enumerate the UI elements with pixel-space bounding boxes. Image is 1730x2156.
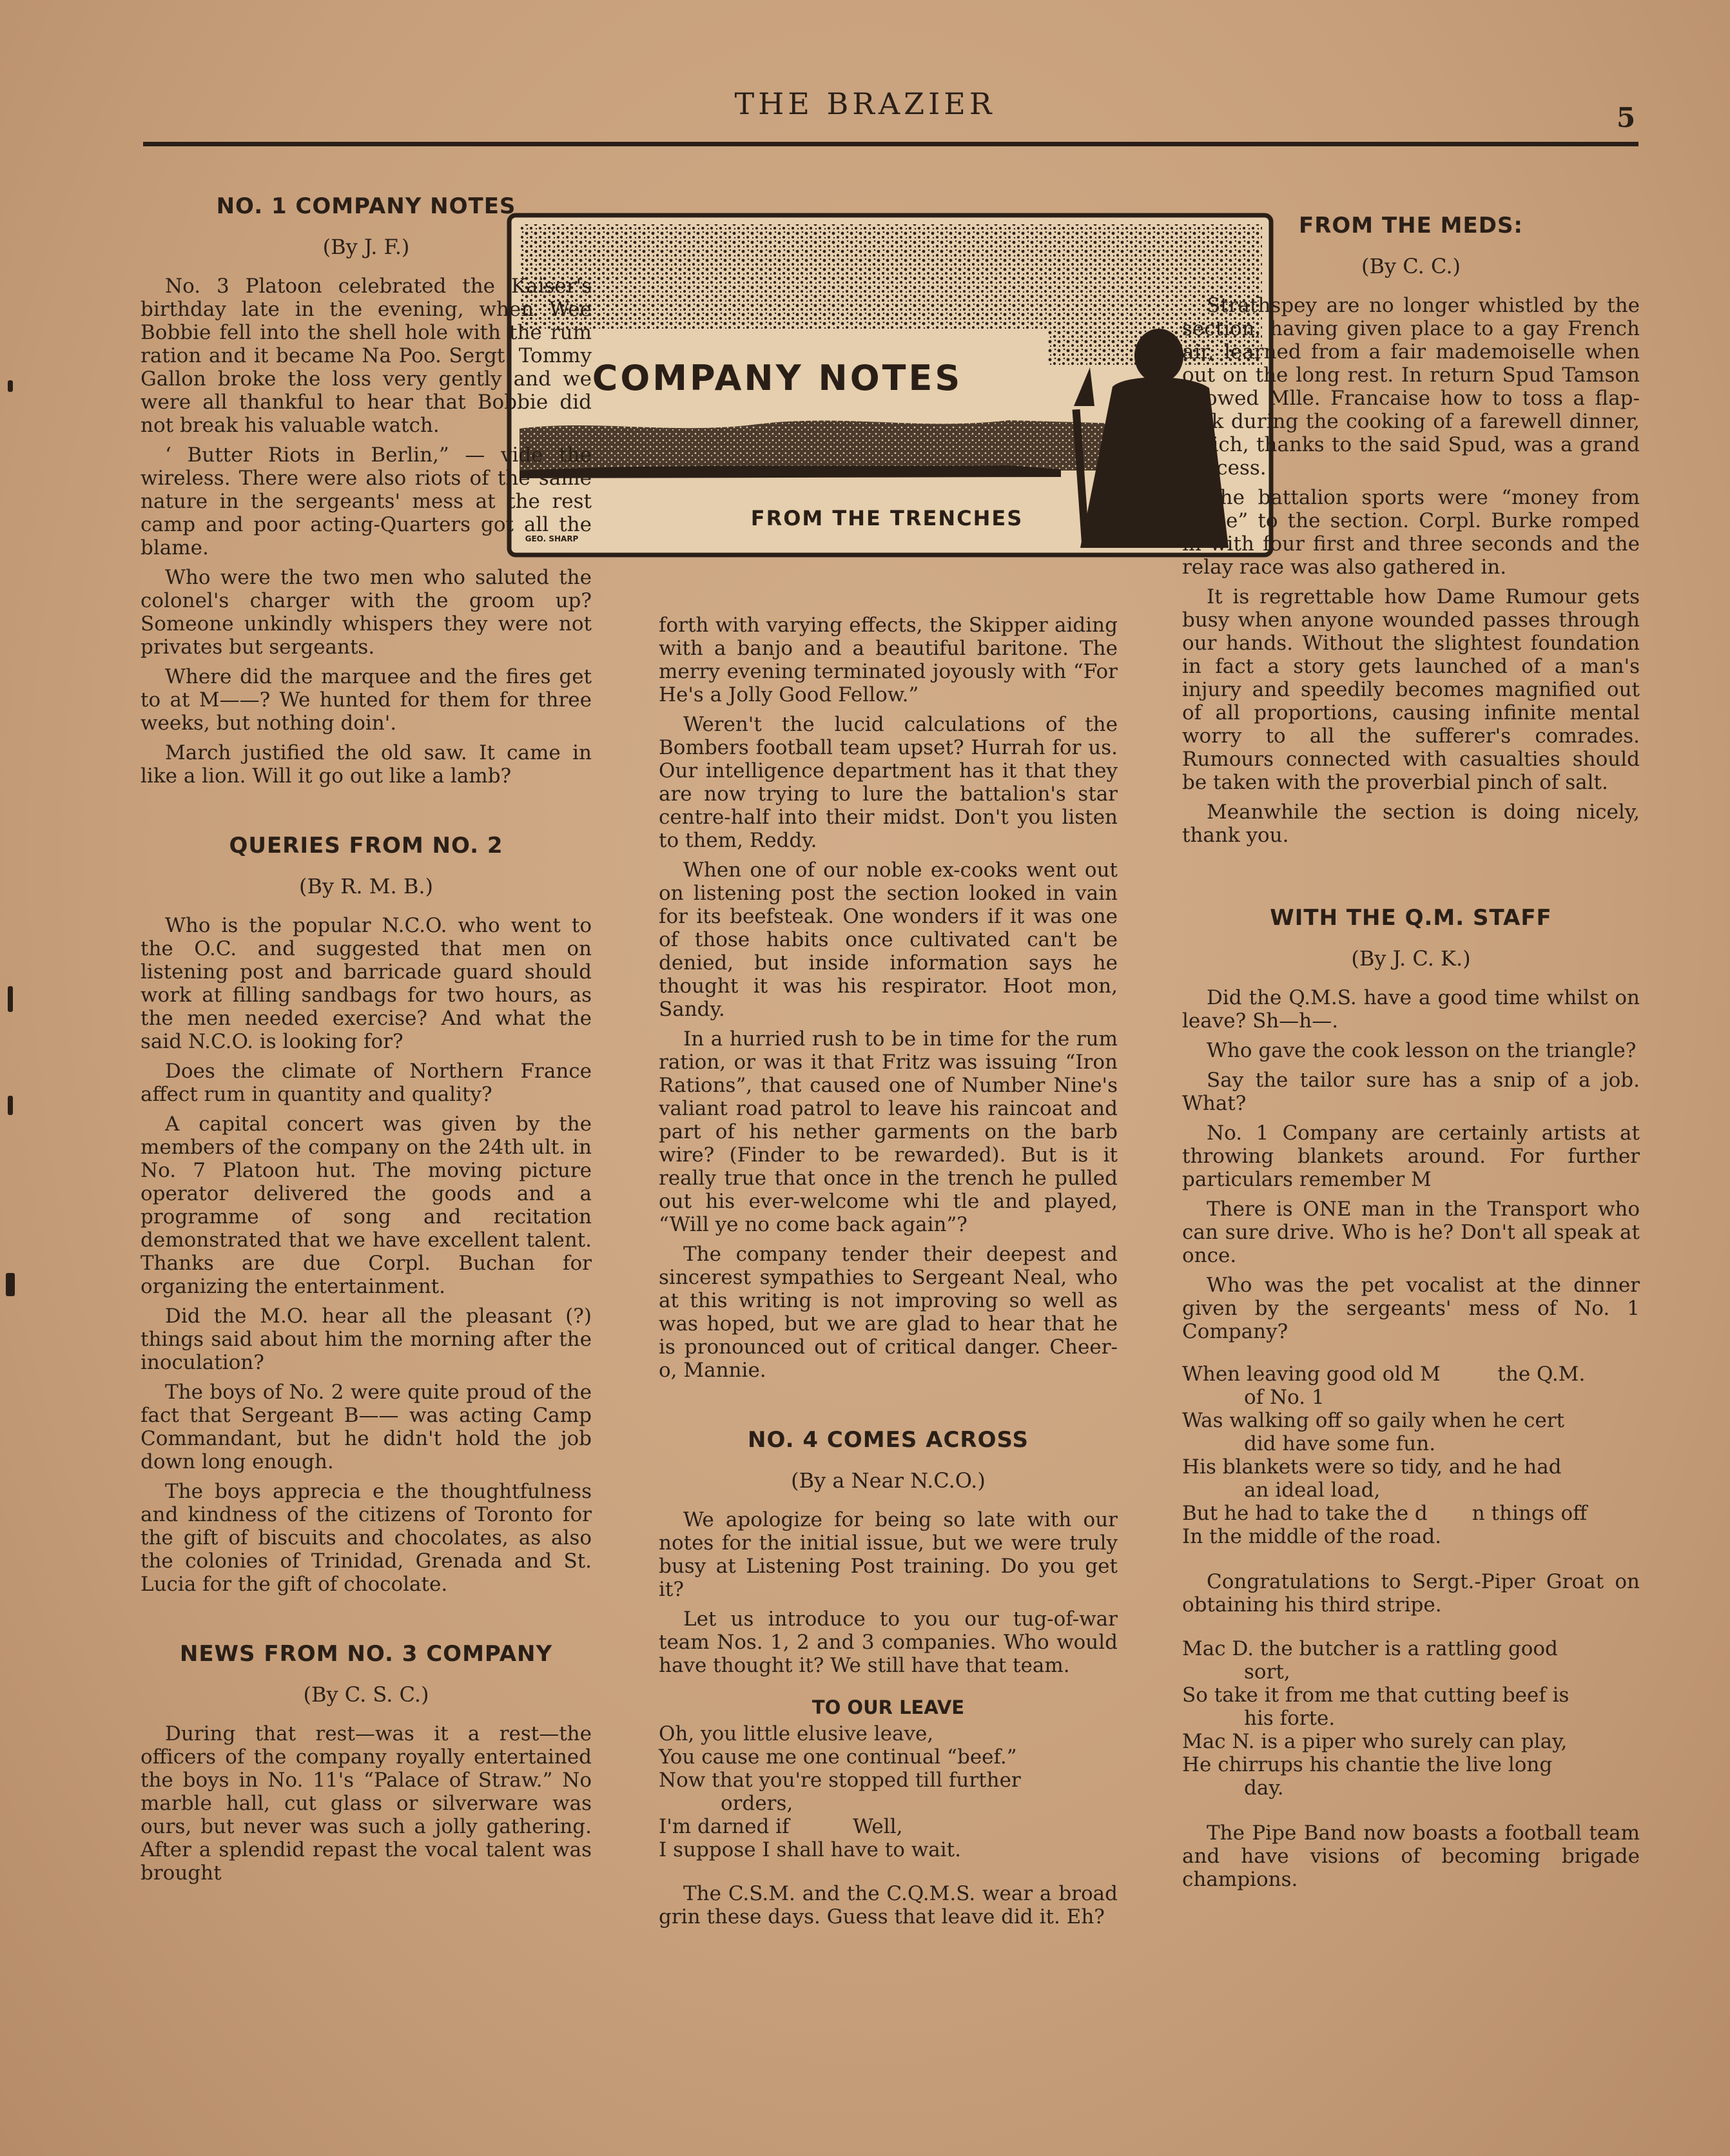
poem-line: sort, xyxy=(1244,1660,1290,1684)
section-gap xyxy=(1182,1623,1640,1637)
poem-mac xyxy=(1182,1637,1640,1800)
section-gap xyxy=(1182,1807,1640,1821)
paragraph: Let us introduce to you our tug-of-war team Nos. 1, 2 and 3 companies. Who would have thought it? We still have that team. xyxy=(659,1607,1118,1677)
article-byline: (By R. M. B.) xyxy=(299,874,433,898)
paragraph: Meanwhile the section is doing nicely, thank you. xyxy=(1182,801,1640,847)
paragraph: forth with varying effects, the Skipper aiding with a banjo and a beautiful baritone. The merry evening terminated joyously with “For He's a Jolly Good Fellow.” xyxy=(659,614,1118,706)
article-heading: FROM THE MEDS: xyxy=(1298,213,1524,238)
poem-line: Oh, you little elusive leave, xyxy=(659,1722,934,1745)
poem-line: day. xyxy=(1244,1776,1284,1800)
poem-line: He chirrups his chantie the live long xyxy=(1182,1753,1553,1776)
paragraph: Strathspey are no longer whistled by the section, having given place to a gay French air, learned from a fair mademoiselle when out on the long rest. In return Spud Tamson showed Mlle. Francaise how to toss a flap-jack during the cooking of a farewell dinner, which, thanks to the said Spud, was a grand success. xyxy=(1182,294,1640,480)
article-from-the-meds xyxy=(1182,213,1640,847)
article-heading: QUERIES FROM NO. 2 xyxy=(229,833,503,859)
margin-mark xyxy=(8,380,13,392)
paragraph: No. 1 Company are certainly artists at throwing blankets around. For further particulars remember M xyxy=(1182,1122,1640,1191)
margin-mark xyxy=(8,986,13,1012)
page-number: 5 xyxy=(1617,102,1636,133)
paragraph: Who is the popular N.C.O. who went to the O.C. and suggested that men on listening post and barricade guard should work at filling sandbags for two hours, as the men needed exercise? And what the said N.C.O. is looking for? xyxy=(141,914,592,1053)
column-middle xyxy=(659,614,1118,1935)
paragraph: Weren't the lucid calculations of the Bombers football team upset? Hurrah for us. Our intelligence department has it that they are now trying to lure the battalion's star centre-half into their midst. Don't you listen to them, Reddy. xyxy=(659,713,1118,852)
company-notes-illustration xyxy=(507,213,1274,558)
paragraph: In a hurried rush to be in time for the rum ration, or was it that Fritz was issuing “Iron Rations”, that caused one of Number Nine's valiant road patrol to leave his raincoat and part of his nether garments on the barb wire? (Finder to be rewarded). But is it really true that once in the trench he pulled out his ever-welcome whi tle and played, “Will ye no come back again”? xyxy=(659,1027,1118,1236)
article-byline: (By J. F.) xyxy=(322,235,410,259)
article-heading: NO. 4 COMES ACROSS xyxy=(748,1427,1029,1453)
article-no4-comes-across xyxy=(659,1427,1118,1677)
illustration-subtitle: FROM THE TRENCHES xyxy=(750,506,1024,530)
article-with-the-qm-staff xyxy=(1182,905,1640,1343)
paragraph: Did the Q.M.S. have a good time whilst on leave? Sh—h—. xyxy=(1182,986,1640,1033)
poem-title: TO OUR LEAVE xyxy=(812,1696,965,1718)
poem-line: In the middle of the road. xyxy=(1182,1525,1442,1548)
paragraph: The boys of No. 2 were quite proud of the fact that Sergeant B—— was acting Camp Commandant, but he didn't hold the job down long enough. xyxy=(141,1381,592,1473)
paragraph: Who were the two men who saluted the colonel's charger with the groom up? Someone unkindly whispers they were not privates but sergeants. xyxy=(141,566,592,659)
newspaper-title: THE BRAZIER xyxy=(734,86,996,121)
margin-mark xyxy=(6,1273,15,1296)
article-byline: (By J. C. K.) xyxy=(1351,946,1471,971)
section-gap xyxy=(1182,1350,1640,1363)
paragraph: Where did the marquee and the fires get to at M——? We hunted for them for three weeks, but nothing doin'. xyxy=(141,665,592,735)
poem-line: Was walking off so gaily when he cert xyxy=(1182,1409,1565,1432)
article-byline: (By a Near N.C.O.) xyxy=(791,1468,986,1493)
column-right xyxy=(1182,213,1640,1898)
article-heading: WITH THE Q.M. STAFF xyxy=(1270,905,1552,931)
poem-line: You cause me one continual “beef.” xyxy=(659,1745,1017,1769)
paragraph: The company tender their deepest and sincerest sympathies to Sergeant Neal, who at this writing is not improving so well as was hoped, but we are glad to hear that he is pronounced out of critical danger. Cheer-o, Mannie. xyxy=(659,1243,1118,1382)
poem-line: When leaving good old M the Q.M. xyxy=(1182,1363,1586,1386)
paragraph: Does the climate of Northern France affect rum in quantity and quality? xyxy=(141,1060,592,1106)
paragraph: When one of our noble ex-cooks went out on listening post the section looked in vain for its beefsteak. One wonders if it was one of those habits once cultivated can't be denied, but inside information says he thought it was his respirator. Hoot mon, Sandy. xyxy=(659,859,1118,1021)
header-rule xyxy=(143,142,1638,146)
article-news-from-no3 xyxy=(141,1641,592,1885)
section-gap xyxy=(659,1388,1118,1427)
column-left xyxy=(141,193,592,1891)
poem-line: So take it from me that cutting beef is xyxy=(1182,1684,1570,1707)
article-no1-company-notes xyxy=(141,193,592,788)
paragraph: Say the tailor sure has a snip of a job. What? xyxy=(1182,1069,1640,1115)
paragraph: Did the M.O. hear all the pleasant (?) things said about him the morning after the inoculation? xyxy=(141,1305,592,1374)
paragraph: The battalion sports were “money from home” to the section. Corpl. Burke romped in with four first and three seconds and the relay race was also gathered in. xyxy=(1182,486,1640,579)
paragraph: A capital concert was given by the members of the company on the 24th ult. in No. 7 Platoon hut. The moving picture operator delivered the goods and a programme of song and recitation demonstrated that we have excellent talent. Thanks are due Corpl. Buchan for organizing the entertainment. xyxy=(141,1112,592,1298)
trench-horizon xyxy=(520,420,1138,471)
poem-line: an ideal load, xyxy=(1244,1479,1381,1502)
poem-to-our-leave xyxy=(659,1722,1118,1861)
poem-line: I'm darned if Well, xyxy=(659,1815,903,1838)
article-queries-from-no2 xyxy=(141,833,592,1596)
section-gap xyxy=(659,1869,1118,1882)
paragraph: ‘ Butter Riots in Berlin,” — vide the wireless. There were also riots of the same nature in the sergeants' mess at the rest camp and poor acting-Quarters got all the blame. xyxy=(141,443,592,559)
paragraph: Who gave the cook lesson on the triangle? xyxy=(1207,1039,1637,1062)
poem-line: I suppose I shall have to wait. xyxy=(659,1838,961,1861)
section-gap xyxy=(659,1684,1118,1696)
article-byline: (By C. S. C.) xyxy=(303,1682,429,1707)
poem-line: Now that you're stopped till further xyxy=(659,1769,1021,1792)
illustration-title: COMPANY NOTES xyxy=(592,358,963,398)
poem-qm xyxy=(1182,1363,1640,1548)
poem-line: But he had to take the d n things off xyxy=(1182,1502,1588,1525)
margin-mark xyxy=(8,1096,13,1115)
paragraph: No. 3 Platoon celebrated the Kaiser's birthday late in the evening, when Wee Bobbie fell into the shell hole with the rum ration and it became Na Poo. Sergt. Tommy Gallon broke the loss very gently and we were all thankful to hear that Bobbie did not break his valuable watch. xyxy=(141,275,592,437)
article-heading: NO. 1 COMPANY NOTES xyxy=(216,193,516,219)
paragraph: It is regrettable how Dame Rumour gets busy when anyone wounded passes through our hands. Without the slightest foundation in fact a story gets launched of a man's injury and speedily becomes magnified out of all proportions, causing infinite mental worry to all the sufferer's comrades. Rumours connected with casualties should be taken with the proverbial pinch of salt. xyxy=(1182,585,1640,794)
poem-line: Mac N. is a piper who surely can play, xyxy=(1182,1730,1568,1753)
section-gap xyxy=(141,1602,592,1641)
poem-line: His blankets were so tidy, and he had xyxy=(1182,1455,1562,1479)
paragraph: Who was the pet vocalist at the dinner given by the sergeants' mess of No. 1 Company? xyxy=(1182,1274,1640,1343)
poem-line: Mac D. the butcher is a rattling good xyxy=(1182,1637,1558,1660)
section-gap xyxy=(141,794,592,833)
paragraph: During that rest—was it a rest—the officers of the company royally entertained the boys in No. 11's “Palace of Straw.” No marble hall, cut glass or silverware was ours, but never was such a jolly gathering. After a splendid repast the vocal talent was brought xyxy=(141,1722,592,1885)
section-gap xyxy=(1182,853,1640,905)
article-heading: NEWS FROM NO. 3 COMPANY xyxy=(179,1641,553,1667)
paragraph: March justified the old saw. It came in like a lion. Will it go out like a lamb? xyxy=(141,741,592,788)
artist-signature: GEO. SHARP xyxy=(525,534,579,543)
paragraph: Congratulations to Sergt.-Piper Groat on obtaining his third stripe. xyxy=(1182,1570,1640,1617)
paragraph: The C.S.M. and the C.Q.M.S. wear a broad grin these days. Guess that leave did it. Eh? xyxy=(659,1882,1118,1928)
paragraph: The Pipe Band now boasts a football team and have visions of becoming brigade champions. xyxy=(1182,1821,1640,1891)
poem-line: did have some fun. xyxy=(1244,1432,1436,1455)
poem-line: his forte. xyxy=(1244,1707,1336,1730)
poem-line: orders, xyxy=(721,1792,793,1815)
paragraph: The boys apprecia e the thoughtfulness and kindness of the citizens of Toronto for the gift of biscuits and chocolates, as also the colonies of Trinidad, Grenada and St. Lucia for the gift of chocolate. xyxy=(141,1480,592,1596)
paragraph: There is ONE man in the Transport who can sure drive. Who is he? Don't all speak at once. xyxy=(1182,1198,1640,1267)
section-gap xyxy=(1182,1556,1640,1570)
poem-line: of No. 1 xyxy=(1244,1386,1325,1409)
paragraph: We apologize for being so late with our notes for the initial issue, but we were truly busy at Listening Post training. Do you get it? xyxy=(659,1508,1118,1601)
article-byline: (By C. C.) xyxy=(1361,254,1461,278)
